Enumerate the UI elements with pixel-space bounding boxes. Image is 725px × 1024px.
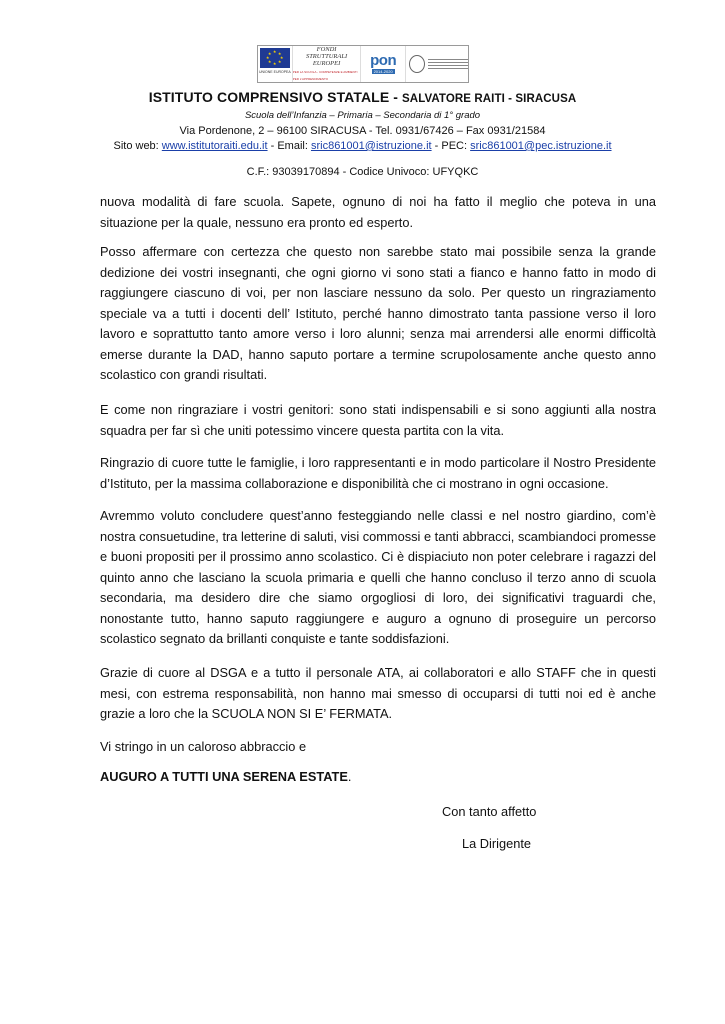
fondi-strutturali-logo: FONDI STRUTTURALI EUROPEI PER LA SCUOLA - COMPETENZE E AMBIENTI PER L'APPRENDIMENTO — [292, 46, 361, 82]
paragraph-2: Posso affermare con certezza che questo non sarebbe stato mai possibile senza la grande dedizione dei vostri insegnanti, che ogni giorno vi sono stati a fianco e hanno fatto in modo di raggiungere ciascuno di voi, per non lasciare nessuno da solo. Per questo un ringraziamento speciale va a tutti i docenti dell’ Istituto, perché hanno dimostrato tanta passione verso il loro lavoro e soprattutto tanto amore verso i loro alunni; senza mai arrendersi alle enormi difficoltà emerse durante la DAD, hanno saputo portare a termine scrupolosamente anche questo anno scolastico con grandi risultati. — [100, 244, 656, 382]
closing-signature: La Dirigente — [462, 836, 532, 851]
institute-title: ISTITUTO COMPRENSIVO STATALE - SALVATORE RAITI - SIRACUSA — [148, 89, 577, 105]
fondi-subtitle: PER LA SCUOLA - COMPETENZE E AMBIENTI PER L'APPRENDIMENTO — [292, 69, 358, 81]
header-logo-banner — [257, 45, 469, 83]
email-link[interactable]: sric861001@istruzione.it — [310, 140, 432, 152]
eu-caption: UNIONE EUROPEA — [259, 70, 291, 74]
greeting-line: AUGURO A TUTTI UNA SERENA ESTATE. — [100, 769, 352, 784]
pec-link[interactable]: sric861001@pec.istruzione.it — [470, 140, 612, 152]
paragraph-3: E come non ringraziare i vostri genitori: sono stati indispensabili e si sono aggiunti alla nostra squadra per far sì che uniti potessimo vincere questa partita con la vita. — [100, 402, 656, 438]
school-levels: Scuola dell’Infanzia – Primaria – Secondaria di 1° grado — [244, 110, 481, 121]
institute-codes: C.F.: 93039170894 - Codice Univoco: UFYQKC — [246, 166, 479, 178]
greeting-bold: AUGURO A TUTTI UNA SERENA ESTATE — [100, 769, 348, 784]
paragraph-1: nuova modalità di fare scuola. Sapete, ognuno di noi ha fatto il meglio che poteva in una situazione per la quale, nessuno era pronto ed esperto. — [100, 194, 656, 230]
paragraph-4: Ringrazio di cuore tutte le famiglie, i loro rappresentanti e in modo particolare il Nostro Presidente d’Istituto, per la massima collaborazione e disponibilità che ci mostrano in ogni occasione. — [100, 455, 656, 491]
ministry-logo — [405, 46, 468, 82]
eu-logo — [258, 46, 292, 82]
institute-address: Via Pordenone, 2 – 96100 SIRACUSA - Tel. 0931/67426 – Fax 0931/21584 — [179, 125, 546, 137]
website-link[interactable]: www.istitutoraiti.edu.it — [161, 140, 268, 152]
paragraph-7: Vi stringo in un caloroso abbraccio e — [100, 739, 307, 754]
republic-emblem-icon — [409, 55, 425, 73]
institute-contacts: Sito web: www.istitutoraiti.edu.it - Email: sric861001@istruzione.it - PEC: sric861001@pec.istruzione.it — [113, 140, 612, 152]
ministry-text-lines — [428, 59, 468, 69]
closing-affection: Con tanto affetto — [442, 804, 537, 819]
paragraph-6: Grazie di cuore al DSGA e a tutto il personale ATA, ai collaboratori e allo STAFF che in questi mesi, con estrema responsabilità, non hanno mai smesso di occuparsi di tutti noi ed è anche grazie a loro che la SCUOLA NON SI E’ FERMATA. — [100, 665, 656, 721]
eu-flag-icon: ★ ★ ★ ★ ★ ★ ★ ★ — [260, 48, 290, 68]
paragraph-5: Avremmo voluto concludere quest’anno festeggiando nelle classi e nel nostro giardino, com’è nostra consuetudine, tra letterine di saluti, visi commossi e tanti abbracci, scambiandoci promesse e buoni propositi per il prossimo anno scolastico. Ci è dispiaciuto non poter celebrare i ragazzi del quinto anno che lasciano la scuola primaria e quelli che hanno concluso il terzo anno di scuola secondaria, ma desidero dire che siamo orgogliosi di loro, dei significativi traguardi che, nonostante tutto, hanno saputo raggiungere e auguro a ognuno di proseguire un percorso scolastico segnato da brillanti conquiste e tante soddisfazioni. — [100, 508, 656, 646]
pon-logo: pon 2014-2020 — [360, 46, 405, 82]
